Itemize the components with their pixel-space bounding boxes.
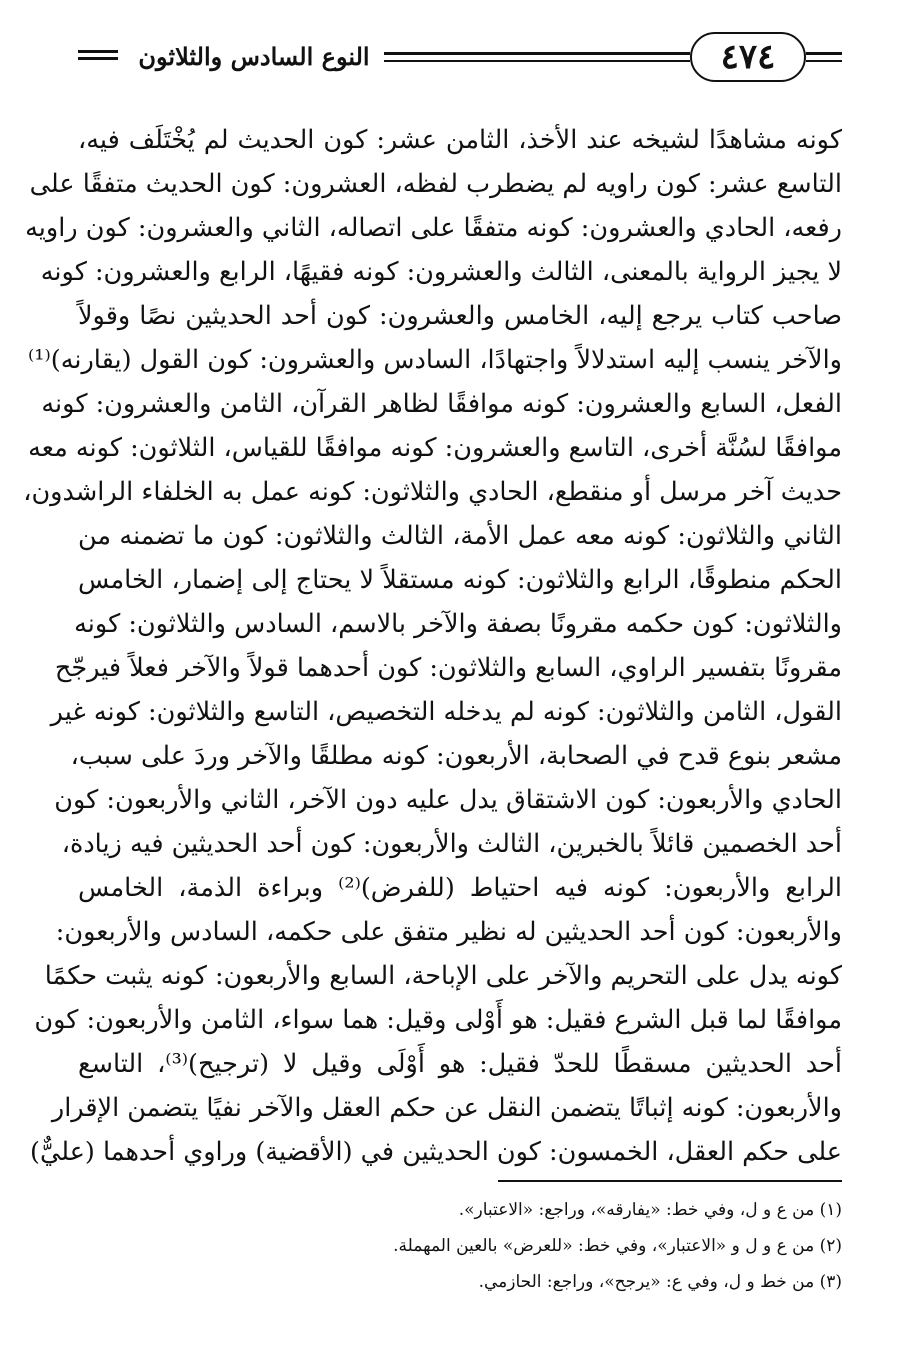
text-line: والأربعون: كون أحد الحديثين له نظير متفق على حكمه، السادس والأربعون: <box>55 917 842 947</box>
footnotes <box>78 1192 842 1300</box>
text-line: الثاني والثلاثون: كونه معه عمل الأمة، الثالث والثلاثون: كون ما تضمنه من <box>78 521 842 551</box>
text-line: مشعر بنوع قدح في الصحابة، الأربعون: كونه مطلقًا والآخر وردَ على سبب، <box>70 741 842 771</box>
text-line: مقرونًا بتفسير الراوي، السابع والثلاثون: كون أحدهما قولاً والآخر فعلاً فيرجّح <box>54 653 842 683</box>
text-line: حديث آخر مرسل أو منقطع، الحادي والثلاثون: كونه عمل به الخلفاء الراشدون، <box>23 477 842 507</box>
text-line: والثلاثون: كون حكمه مقرونًا بصفة والآخر بالاسم، السادس والثلاثون: كونه <box>74 609 842 639</box>
footnote-divider <box>498 1180 842 1182</box>
header-rule-right <box>806 52 842 55</box>
running-title: النوع السادس والثلاثون <box>138 41 370 71</box>
main-text <box>23 118 843 1174</box>
page-header <box>78 30 842 88</box>
text-line: موافقًا لما قبل الشرع فقيل: هو أَوْلى وقيل: هما سواء، الثامن والأربعون: كون <box>34 1005 842 1035</box>
footnote-1: (١) من ع و ل، وفي خط: «يفارقه»، وراجع: «الاعتبار». <box>458 1200 842 1220</box>
text-line: صاحب كتاب يرجع إليه، الخامس والعشرون: كون أحد الحديثين نصًا وقولاً <box>78 301 842 331</box>
header-rule-left-2 <box>78 57 118 60</box>
header-rule-left <box>78 50 118 53</box>
text-line: على حكم العقل، الخمسون: كون الحديثين في (الأقضية) وراوي أحدهما (عليٌّ) <box>30 1137 842 1167</box>
text-line: الحادي والأربعون: كون الاشتقاق يدل عليه دون الآخر، الثاني والأربعون: كون <box>54 785 842 815</box>
text-line: الحكم منطوقًا، الرابع والثلاثون: كونه مستقلاً لا يحتاج إلى إضمار، الخامس <box>78 565 842 595</box>
text-line: الفعل، السابع والعشرون: كونه موافقًا لظاهر القرآن، الثامن والعشرون: كونه <box>41 389 842 419</box>
page-number: ٤٧٤ <box>690 32 806 82</box>
text-line: التاسع عشر: كون راويه لم يضطرب لفظه، العشرون: كون الحديث متفقًا على <box>29 169 842 199</box>
text-line: والآخر ينسب إليه استدلالاً واجتهادًا، السادس والعشرون: كون القول (يقارنه)⁽¹⁾ <box>28 345 842 375</box>
header-rule-right-thin <box>806 60 842 62</box>
header-rule-center <box>384 52 690 55</box>
text-line: أحد الخصمين قائلاً بالخبرين، الثالث والأربعون: كون أحد الحديثين فيه زيادة، <box>61 829 842 859</box>
text-line: والأربعون: كونه إثباتًا يتضمن النقل عن حكم العقل والآخر نفيًا يتضمن الإقرار <box>51 1093 842 1123</box>
text-line: الرابع والأربعون: كونه فيه احتياط (للفرض)⁽²⁾ وبراءة الذمة، الخامس <box>78 873 843 903</box>
text-line: أحد الحديثين مسقطًا للحدّ فقيل: هو أَوْلَى وقيل لا (ترجيح)⁽³⁾، التاسع <box>78 1049 842 1079</box>
text-line: رفعه، الحادي والعشرون: كونه متفقًا على اتصاله، الثاني والعشرون: كون راويه <box>25 213 842 243</box>
text-line: موافقًا لسُنَّة أخرى، التاسع والعشرون: كونه موافقًا للقياس، الثلاثون: كونه معه <box>28 433 842 463</box>
footnote-2: (٢) من ع و ل و «الاعتبار»، وفي خط: «للعرض» بالعين المهملة. <box>393 1236 842 1256</box>
text-line: لا يجيز الرواية بالمعنى، الثالث والعشرون: كونه فقيهًا، الرابع والعشرون: كونه <box>40 257 842 287</box>
text-line: القول، الثامن والثلاثون: كونه لم يدخله التخصيص، التاسع والثلاثون: كونه غير <box>50 697 842 727</box>
header-rule-center-thin <box>384 60 690 62</box>
text-line: كونه مشاهدًا لشيخه عند الأخذ، الثامن عشر: كون الحديث لم يُخْتَلَف فيه، <box>78 125 842 155</box>
text-line: كونه يدل على التحريم والآخر على الإباحة، السابع والأربعون: كونه يثبت حكمًا <box>44 961 842 991</box>
footnote-3: (٣) من خط و ل، وفي ع: «يرجح»، وراجع: الحازمي. <box>478 1272 842 1292</box>
